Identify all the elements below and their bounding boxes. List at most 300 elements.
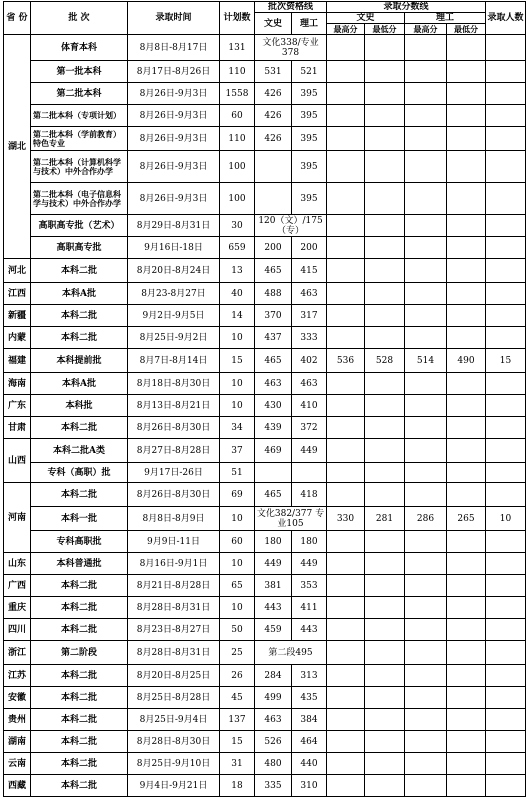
cell-lmin — [447, 417, 486, 439]
cell-wmin — [365, 463, 405, 483]
table-row — [4, 753, 526, 775]
cell-wmax — [327, 483, 365, 507]
cell-plan: 10 — [220, 507, 255, 531]
table-row — [4, 619, 526, 641]
cell-li: 449 — [292, 553, 327, 575]
header-li-max: 最高分 — [405, 24, 447, 35]
cell-time: 9月16日-18日 — [128, 237, 220, 259]
cell-lmax — [405, 775, 447, 797]
cell-batch: 本科二批 — [31, 731, 128, 753]
cell-li: 449 — [292, 439, 327, 463]
cell-batch: 本科A批 — [31, 373, 128, 395]
header-plan: 计划数 — [220, 2, 255, 35]
cell-time: 9月4日-9月21日 — [128, 775, 220, 797]
table-row — [4, 61, 526, 83]
cell-plan: 15 — [220, 731, 255, 753]
cell-time: 8月27日-8月28日 — [128, 439, 220, 463]
cell-lmax — [405, 83, 447, 105]
cell-plan: 37 — [220, 439, 255, 463]
table-row — [4, 215, 526, 237]
cell-batch: 本科提前批 — [31, 349, 128, 373]
cell-n: 10 — [486, 507, 526, 531]
cell-batch: 本科二批 — [31, 417, 128, 439]
table-row — [4, 127, 526, 151]
cell-batch: 本科二批 — [31, 597, 128, 619]
cell-batch: 第二批本科（计算机科学与技术）中外合作办学 — [31, 151, 128, 183]
cell-plan: 10 — [220, 327, 255, 349]
cell-wmin — [365, 619, 405, 641]
cell-li — [292, 463, 327, 483]
cell-n — [486, 83, 526, 105]
cell-plan: 13 — [220, 259, 255, 283]
cell-wen — [255, 183, 292, 215]
cell-li: 415 — [292, 259, 327, 283]
cell-li: 443 — [292, 619, 327, 641]
header-admit-count: 录取人数 — [486, 2, 526, 35]
cell-n — [486, 283, 526, 305]
cell-wen: 488 — [255, 283, 292, 305]
cell-batch: 第二批本科 — [31, 83, 128, 105]
cell-plan: 10 — [220, 553, 255, 575]
cell-time: 9月2日-9月5日 — [128, 305, 220, 327]
cell-batch: 本科二批A类 — [31, 439, 128, 463]
cell-time: 8月8日-8月17日 — [128, 35, 220, 61]
cell-wmax — [327, 237, 365, 259]
cell-lmax: 286 — [405, 507, 447, 531]
cell-wmax — [327, 259, 365, 283]
cell-n — [486, 259, 526, 283]
cell-li: 463 — [292, 283, 327, 305]
cell-li: 333 — [292, 327, 327, 349]
cell-lmin: 490 — [447, 349, 486, 373]
cell-lmin — [447, 687, 486, 709]
cell-plan: 15 — [220, 349, 255, 373]
cell-time: 8月26日-8月30日 — [128, 483, 220, 507]
cell-province: 山东 — [4, 553, 31, 575]
cell-province: 云南 — [4, 753, 31, 775]
cell-wen: 480 — [255, 753, 292, 775]
cell-plan: 30 — [220, 215, 255, 237]
table-row — [4, 665, 526, 687]
cell-wmax — [327, 327, 365, 349]
cell-lmax — [405, 553, 447, 575]
cell-n: 15 — [486, 349, 526, 373]
cell-wmax — [327, 439, 365, 463]
cell-plan: 60 — [220, 105, 255, 127]
cell-plan: 45 — [220, 687, 255, 709]
cell-li: 180 — [292, 531, 327, 553]
cell-lmax — [405, 327, 447, 349]
cell-wmax — [327, 83, 365, 105]
table-row — [4, 283, 526, 305]
cell-wen: 第二段495 — [255, 641, 327, 665]
cell-wen: 443 — [255, 597, 292, 619]
cell-lmax — [405, 665, 447, 687]
cell-plan: 50 — [220, 619, 255, 641]
cell-n — [486, 687, 526, 709]
table-row — [4, 105, 526, 127]
cell-lmin — [447, 553, 486, 575]
header-province: 省 份 — [4, 2, 31, 35]
cell-province: 江西 — [4, 283, 31, 305]
cell-wmin: 281 — [365, 507, 405, 531]
cell-wen: 469 — [255, 439, 292, 463]
cell-li: 395 — [292, 127, 327, 151]
cell-lmax — [405, 283, 447, 305]
cell-plan: 1558 — [220, 83, 255, 105]
table-row — [4, 83, 526, 105]
cell-plan: 69 — [220, 483, 255, 507]
table-body — [4, 2, 526, 797]
cell-wmax: 536 — [327, 349, 365, 373]
admission-table — [3, 1, 526, 797]
cell-province: 山西 — [4, 439, 31, 483]
cell-n — [486, 417, 526, 439]
cell-li: 410 — [292, 395, 327, 417]
cell-wmin — [365, 417, 405, 439]
cell-time: 8月16日-9月1日 — [128, 553, 220, 575]
cell-lmin — [447, 35, 486, 61]
table-row — [4, 327, 526, 349]
cell-lmin — [447, 237, 486, 259]
cell-plan: 110 — [220, 61, 255, 83]
cell-lmin — [447, 753, 486, 775]
cell-n — [486, 215, 526, 237]
cell-batch: 第二批本科（电子信息科学与技术）中外合作办学 — [31, 183, 128, 215]
cell-wmin — [365, 641, 405, 665]
cell-plan: 10 — [220, 373, 255, 395]
cell-n — [486, 619, 526, 641]
cell-province: 广东 — [4, 395, 31, 417]
cell-batch: 本科A批 — [31, 283, 128, 305]
cell-plan: 51 — [220, 463, 255, 483]
cell-wen: 426 — [255, 83, 292, 105]
cell-lmax — [405, 439, 447, 463]
cell-li: 464 — [292, 731, 327, 753]
cell-wen: 465 — [255, 259, 292, 283]
cell-plan: 100 — [220, 183, 255, 215]
cell-time: 8月26日-9月3日 — [128, 151, 220, 183]
cell-time: 8月25日-9月4日 — [128, 709, 220, 731]
cell-n — [486, 731, 526, 753]
cell-batch: 第一批本科 — [31, 61, 128, 83]
cell-plan: 25 — [220, 641, 255, 665]
cell-n — [486, 237, 526, 259]
cell-time: 8月26日-9月3日 — [128, 83, 220, 105]
cell-n — [486, 127, 526, 151]
cell-batch: 专科（高职）批 — [31, 463, 128, 483]
table-row — [4, 237, 526, 259]
cell-batch: 体育本科 — [31, 35, 128, 61]
cell-li: 463 — [292, 373, 327, 395]
cell-n — [486, 553, 526, 575]
cell-time: 8月20日-8月25日 — [128, 665, 220, 687]
cell-n — [486, 641, 526, 665]
cell-lmax — [405, 259, 447, 283]
cell-lmax — [405, 151, 447, 183]
cell-wen: 463 — [255, 709, 292, 731]
cell-wmax — [327, 775, 365, 797]
cell-lmax — [405, 731, 447, 753]
cell-wmax — [327, 619, 365, 641]
cell-wmin — [365, 597, 405, 619]
table-row — [4, 373, 526, 395]
cell-lmax — [405, 709, 447, 731]
cell-lmin — [447, 105, 486, 127]
cell-province: 广西 — [4, 575, 31, 597]
cell-lmax — [405, 215, 447, 237]
cell-wmin — [365, 283, 405, 305]
cell-wmax — [327, 641, 365, 665]
cell-wen: 文化382/377 专业105 — [255, 507, 327, 531]
cell-wen: 426 — [255, 105, 292, 127]
cell-wmin — [365, 483, 405, 507]
cell-li: 418 — [292, 483, 327, 507]
cell-wmax — [327, 395, 365, 417]
cell-wmax — [327, 417, 365, 439]
cell-wen — [255, 151, 292, 183]
cell-wmin — [365, 731, 405, 753]
cell-wen: 465 — [255, 483, 292, 507]
cell-time: 9月9日-11日 — [128, 531, 220, 553]
cell-wen: 463 — [255, 373, 292, 395]
header-li-min: 最低分 — [447, 24, 486, 35]
cell-province: 西藏 — [4, 775, 31, 797]
cell-wmax — [327, 61, 365, 83]
cell-wmax — [327, 687, 365, 709]
cell-plan: 65 — [220, 575, 255, 597]
cell-lmin — [447, 775, 486, 797]
cell-lmax — [405, 753, 447, 775]
cell-wen: 499 — [255, 687, 292, 709]
cell-lmin — [447, 183, 486, 215]
cell-plan: 34 — [220, 417, 255, 439]
cell-wen: 335 — [255, 775, 292, 797]
header-batch: 批 次 — [31, 2, 128, 35]
cell-plan: 110 — [220, 127, 255, 151]
cell-province: 江苏 — [4, 665, 31, 687]
cell-li: 411 — [292, 597, 327, 619]
cell-wen: 284 — [255, 665, 292, 687]
cell-lmax: 514 — [405, 349, 447, 373]
cell-n — [486, 105, 526, 127]
header-qualification-line: 批次资格线 — [255, 2, 327, 13]
cell-wmin: 528 — [365, 349, 405, 373]
cell-time: 8月21日-8月28日 — [128, 575, 220, 597]
cell-province: 四川 — [4, 619, 31, 641]
cell-batch: 第二阶段 — [31, 641, 128, 665]
cell-n — [486, 327, 526, 349]
cell-wmax — [327, 753, 365, 775]
cell-li: 521 — [292, 61, 327, 83]
table-row — [4, 259, 526, 283]
table-row — [4, 641, 526, 665]
cell-batch: 第二批本科（学前教育）特色专业 — [31, 127, 128, 151]
cell-wmax — [327, 373, 365, 395]
cell-plan: 26 — [220, 665, 255, 687]
cell-wmin — [365, 709, 405, 731]
cell-wmin — [365, 775, 405, 797]
cell-wmax — [327, 553, 365, 575]
cell-plan: 18 — [220, 775, 255, 797]
cell-time: 8月23日-8月27日 — [128, 619, 220, 641]
cell-li: 384 — [292, 709, 327, 731]
cell-province: 重庆 — [4, 597, 31, 619]
table-row — [4, 553, 526, 575]
cell-batch: 高职高专批（艺术） — [31, 215, 128, 237]
cell-time: 8月28日-8月30日 — [128, 731, 220, 753]
cell-province: 河南 — [4, 483, 31, 553]
cell-n — [486, 531, 526, 553]
cell-wmax — [327, 709, 365, 731]
cell-wen: 526 — [255, 731, 292, 753]
cell-wmax — [327, 35, 365, 61]
cell-wmin — [365, 395, 405, 417]
cell-province: 湖北 — [4, 35, 31, 259]
cell-lmin — [447, 305, 486, 327]
cell-li: 200 — [292, 237, 327, 259]
cell-batch: 本科二批 — [31, 687, 128, 709]
cell-wmax — [327, 575, 365, 597]
cell-province: 新疆 — [4, 305, 31, 327]
header-qual-li: 理工 — [292, 13, 327, 35]
cell-lmin — [447, 463, 486, 483]
cell-li: 395 — [292, 105, 327, 127]
cell-wen: 439 — [255, 417, 292, 439]
table-row — [4, 597, 526, 619]
cell-wmax — [327, 665, 365, 687]
cell-n — [486, 575, 526, 597]
cell-time: 8月25日-8月28日 — [128, 687, 220, 709]
cell-province: 甘肃 — [4, 417, 31, 439]
header-wen-max: 最高分 — [327, 24, 365, 35]
cell-wmax — [327, 183, 365, 215]
cell-wen: 465 — [255, 349, 292, 373]
cell-n — [486, 395, 526, 417]
cell-lmin — [447, 395, 486, 417]
cell-li: 317 — [292, 305, 327, 327]
cell-plan: 137 — [220, 709, 255, 731]
cell-n — [486, 151, 526, 183]
cell-batch: 本科普通批 — [31, 553, 128, 575]
cell-n — [486, 775, 526, 797]
cell-li: 395 — [292, 183, 327, 215]
cell-n — [486, 753, 526, 775]
cell-time: 8月8日-8月9日 — [128, 507, 220, 531]
cell-li: 435 — [292, 687, 327, 709]
cell-wmin — [365, 105, 405, 127]
cell-batch: 本科批 — [31, 395, 128, 417]
cell-batch: 高职高专批 — [31, 237, 128, 259]
cell-wmax — [327, 463, 365, 483]
cell-lmax — [405, 641, 447, 665]
cell-time: 8月25日-9月2日 — [128, 327, 220, 349]
table-row — [4, 35, 526, 61]
cell-wen: 文化338/专业378 — [255, 35, 327, 61]
cell-wmin — [365, 35, 405, 61]
cell-plan: 60 — [220, 531, 255, 553]
cell-wmin — [365, 237, 405, 259]
cell-li: 353 — [292, 575, 327, 597]
header-time: 录取时间 — [128, 2, 220, 35]
table-row — [4, 483, 526, 507]
table-row — [4, 417, 526, 439]
cell-li: 395 — [292, 83, 327, 105]
cell-li: 310 — [292, 775, 327, 797]
cell-n — [486, 463, 526, 483]
table-row — [4, 349, 526, 373]
cell-wen: 459 — [255, 619, 292, 641]
cell-province: 安徽 — [4, 687, 31, 709]
table-row — [4, 531, 526, 553]
cell-batch: 本科二批 — [31, 305, 128, 327]
cell-plan: 10 — [220, 597, 255, 619]
cell-n — [486, 483, 526, 507]
cell-wmin — [365, 753, 405, 775]
table-row — [4, 731, 526, 753]
cell-wen: 426 — [255, 127, 292, 151]
cell-lmin — [447, 665, 486, 687]
cell-wmin — [365, 127, 405, 151]
cell-plan: 40 — [220, 283, 255, 305]
cell-wen: 120（文）/175（专） — [255, 215, 327, 237]
cell-lmax — [405, 35, 447, 61]
cell-province: 福建 — [4, 349, 31, 373]
cell-time: 8月28日-8月31日 — [128, 597, 220, 619]
table-row — [4, 395, 526, 417]
cell-lmax — [405, 395, 447, 417]
cell-lmax — [405, 687, 447, 709]
cell-wen: 430 — [255, 395, 292, 417]
cell-lmax — [405, 105, 447, 127]
cell-wmax — [327, 731, 365, 753]
cell-plan: 100 — [220, 151, 255, 183]
cell-batch: 本科二批 — [31, 483, 128, 507]
cell-time: 8月17日-8月26日 — [128, 61, 220, 83]
cell-n — [486, 597, 526, 619]
cell-plan: 31 — [220, 753, 255, 775]
cell-time: 8月20日-8月24日 — [128, 259, 220, 283]
cell-time: 8月18日-8月30日 — [128, 373, 220, 395]
table-row — [4, 151, 526, 183]
cell-batch: 本科二批 — [31, 775, 128, 797]
cell-wmax — [327, 105, 365, 127]
table-row — [4, 709, 526, 731]
cell-wmin — [365, 305, 405, 327]
cell-li: 313 — [292, 665, 327, 687]
cell-wen: 180 — [255, 531, 292, 553]
cell-time: 8月7日-8月14日 — [128, 349, 220, 373]
cell-lmax — [405, 417, 447, 439]
cell-lmax — [405, 483, 447, 507]
cell-wen: 381 — [255, 575, 292, 597]
cell-n — [486, 305, 526, 327]
cell-wmin — [365, 373, 405, 395]
table-row — [4, 687, 526, 709]
cell-lmin — [447, 731, 486, 753]
cell-li: 440 — [292, 753, 327, 775]
cell-lmin — [447, 709, 486, 731]
header-qual-wen: 文史 — [255, 13, 292, 35]
cell-wen — [255, 463, 292, 483]
cell-n — [486, 183, 526, 215]
header-score-wen: 文史 — [327, 13, 405, 24]
cell-wmin — [365, 327, 405, 349]
cell-plan: 131 — [220, 35, 255, 61]
cell-lmax — [405, 237, 447, 259]
cell-wmin — [365, 665, 405, 687]
cell-wmin — [365, 531, 405, 553]
